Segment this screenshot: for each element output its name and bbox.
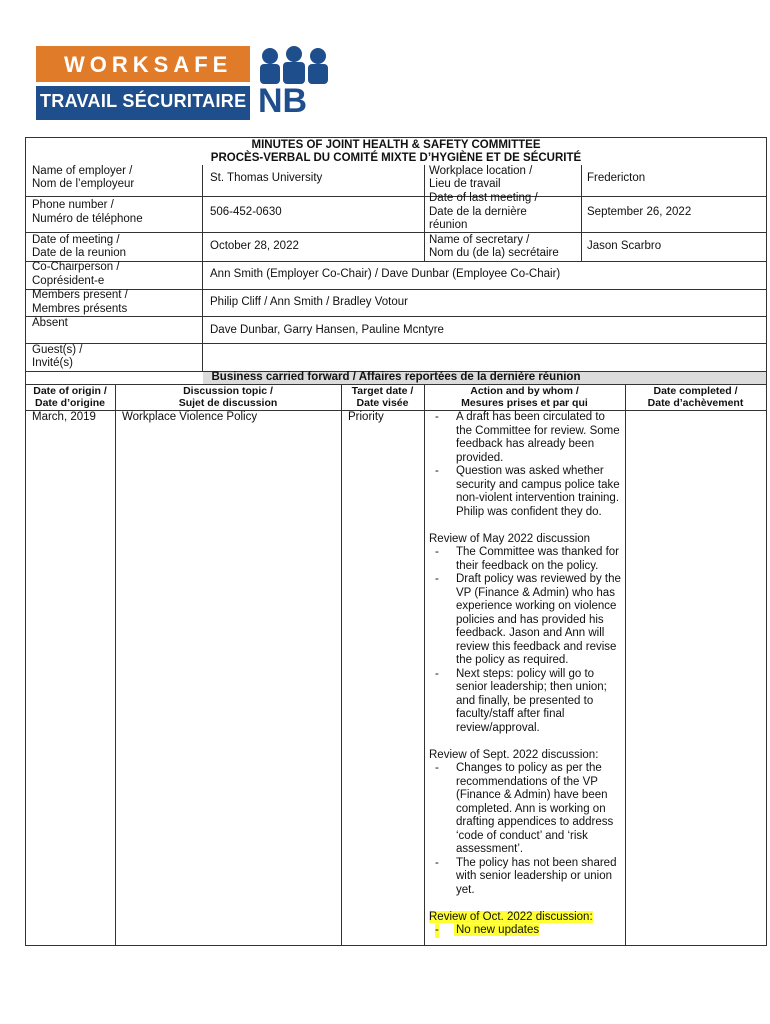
- location-label: Workplace location /: [429, 165, 533, 177]
- grid-line: [202, 165, 203, 371]
- minutes-form: [25, 137, 767, 946]
- form-title-en: MINUTES OF JOINT HEALTH & SAFETY COMMITTEE: [251, 139, 541, 151]
- grid-line: [424, 165, 425, 261]
- meeting-date-label-fr: Date de la reunion: [32, 247, 126, 259]
- col-completed-header: Date completed /: [653, 385, 738, 397]
- employer-label-fr: Nom de l’employeur: [32, 178, 135, 190]
- business-section-title: Business carried forward / Affaires reportées de la dernière réunion: [211, 371, 581, 383]
- grid-line: [424, 384, 425, 946]
- phone-label-fr: Numéro de téléphone: [32, 213, 143, 225]
- logo-worksafe-text: WORKSAFE: [64, 52, 233, 77]
- grid-line: [25, 316, 767, 317]
- absent-label: Absent: [32, 317, 68, 329]
- location-value: Fredericton: [587, 172, 646, 184]
- grid-line: [115, 384, 116, 946]
- members-value: Philip Cliff / Ann Smith / Bradley Votour: [210, 296, 408, 308]
- grid-line: [581, 165, 582, 261]
- grid-line: [625, 384, 626, 946]
- grid-line: [25, 196, 767, 197]
- list-item: - A draft has been circulated to the Committee for review. Some feedback has already been provided.: [435, 411, 620, 464]
- col-action-header-fr: Mesures prises et par qui: [461, 397, 588, 409]
- oct-review-heading: Review of Oct. 2022 discussion:: [429, 910, 593, 923]
- list-item: - Next steps: policy will go to senior leadership; then union; and finally, be presented to faculty/staff after final review/approval.: [435, 667, 607, 734]
- secretary-label-fr: Nom du (de la) secrétaire: [429, 247, 559, 259]
- meeting-date-label: Date of meeting /: [32, 234, 120, 246]
- last-meeting-label: Date of last meeting /: [429, 192, 538, 204]
- secretary-label: Name of secretary /: [429, 234, 530, 246]
- phone-value: 506-452-0630: [210, 206, 282, 218]
- list-item: - The Committee was thanked for their feedback on the policy.: [435, 546, 619, 572]
- list-item: - Changes to policy as per the recommendations of the VP (Finance & Admin) have been completed. Ann is working on drafting appendices to address ‘code of conduct’ and ‘risk assessment’.: [435, 762, 614, 855]
- members-label-fr: Membres présents: [32, 303, 128, 315]
- list-item: - Question was asked whether security and campus police take non-violent intervention training. Philip was confident they do.: [435, 465, 620, 518]
- grid-line: [25, 232, 767, 233]
- col-origin-header-fr: Date d’origine: [34, 397, 105, 409]
- last-meeting-value: September 26, 2022: [587, 206, 692, 218]
- phone-label: Phone number /: [32, 199, 114, 211]
- row-origin-date: March, 2019: [32, 411, 96, 423]
- row-target: Priority: [348, 411, 384, 423]
- cochair-label-fr: Coprésident-e: [32, 275, 105, 287]
- action-notes: [429, 411, 623, 938]
- row-topic: Workplace Violence Policy: [122, 411, 258, 423]
- col-topic-header: Discussion topic /: [183, 385, 273, 397]
- secretary-value: Jason Scarbro: [587, 240, 662, 252]
- col-target-header: Target date /: [351, 385, 414, 397]
- grid-line: [25, 261, 767, 262]
- cochair-label: Co-Chairperson /: [32, 261, 120, 273]
- employer-value: St. Thomas University: [210, 172, 323, 184]
- worksafe-nb-logo: [36, 46, 334, 120]
- col-topic-header-fr: Sujet de discussion: [178, 397, 278, 409]
- cochair-value: Ann Smith (Employer Co-Chair) / Dave Dunbar (Employee Co-Chair): [210, 268, 561, 280]
- sept-review-heading: Review of Sept. 2022 discussion:: [429, 748, 599, 761]
- members-label: Members present /: [32, 289, 128, 301]
- last-meeting-label-fr: Date de la dernière: [429, 206, 527, 218]
- guests-label-fr: Invité(s): [32, 357, 73, 369]
- grid-line: [25, 289, 767, 290]
- guests-label: Guest(s) /: [32, 344, 83, 356]
- employer-label: Name of employer /: [32, 165, 133, 177]
- meeting-date-value: October 28, 2022: [210, 240, 299, 252]
- form-title-fr: PROCÈS-VERBAL DU COMITÉ MIXTE D’HYGIÈNE ET DE SÉCURITÉ: [210, 152, 582, 164]
- location-label-fr: Lieu de travail: [429, 178, 501, 190]
- col-target-header-fr: Date visée: [356, 397, 409, 409]
- grid-line: [341, 384, 342, 946]
- list-item: - Draft policy was reviewed by the VP (Finance & Admin) who has experience working on violence policies and has provided his feedback. Jason and Ann will review this feedback and revise the policy as required.: [435, 573, 621, 666]
- col-action-header: Action and by whom /: [470, 385, 579, 397]
- col-completed-header-fr: Date d’achèvement: [647, 397, 744, 409]
- oct-review-note: No new updates: [456, 924, 540, 936]
- last-meeting-label-fr-2: réunion: [429, 219, 468, 231]
- absent-value: Dave Dunbar, Garry Hansen, Pauline Mcntyre: [210, 324, 444, 336]
- logo-travail-text: TRAVAIL SÉCURITAIRE: [40, 91, 247, 111]
- list-item: - The policy has not been shared with senior leadership or union yet.: [435, 856, 617, 896]
- grid-line: [25, 343, 767, 344]
- list-item: - No new updates: [435, 924, 540, 936]
- logo-nb-text: NB: [258, 82, 308, 120]
- col-origin-header: Date of origin /: [33, 385, 107, 397]
- may-review-heading: Review of May 2022 discussion: [429, 532, 591, 545]
